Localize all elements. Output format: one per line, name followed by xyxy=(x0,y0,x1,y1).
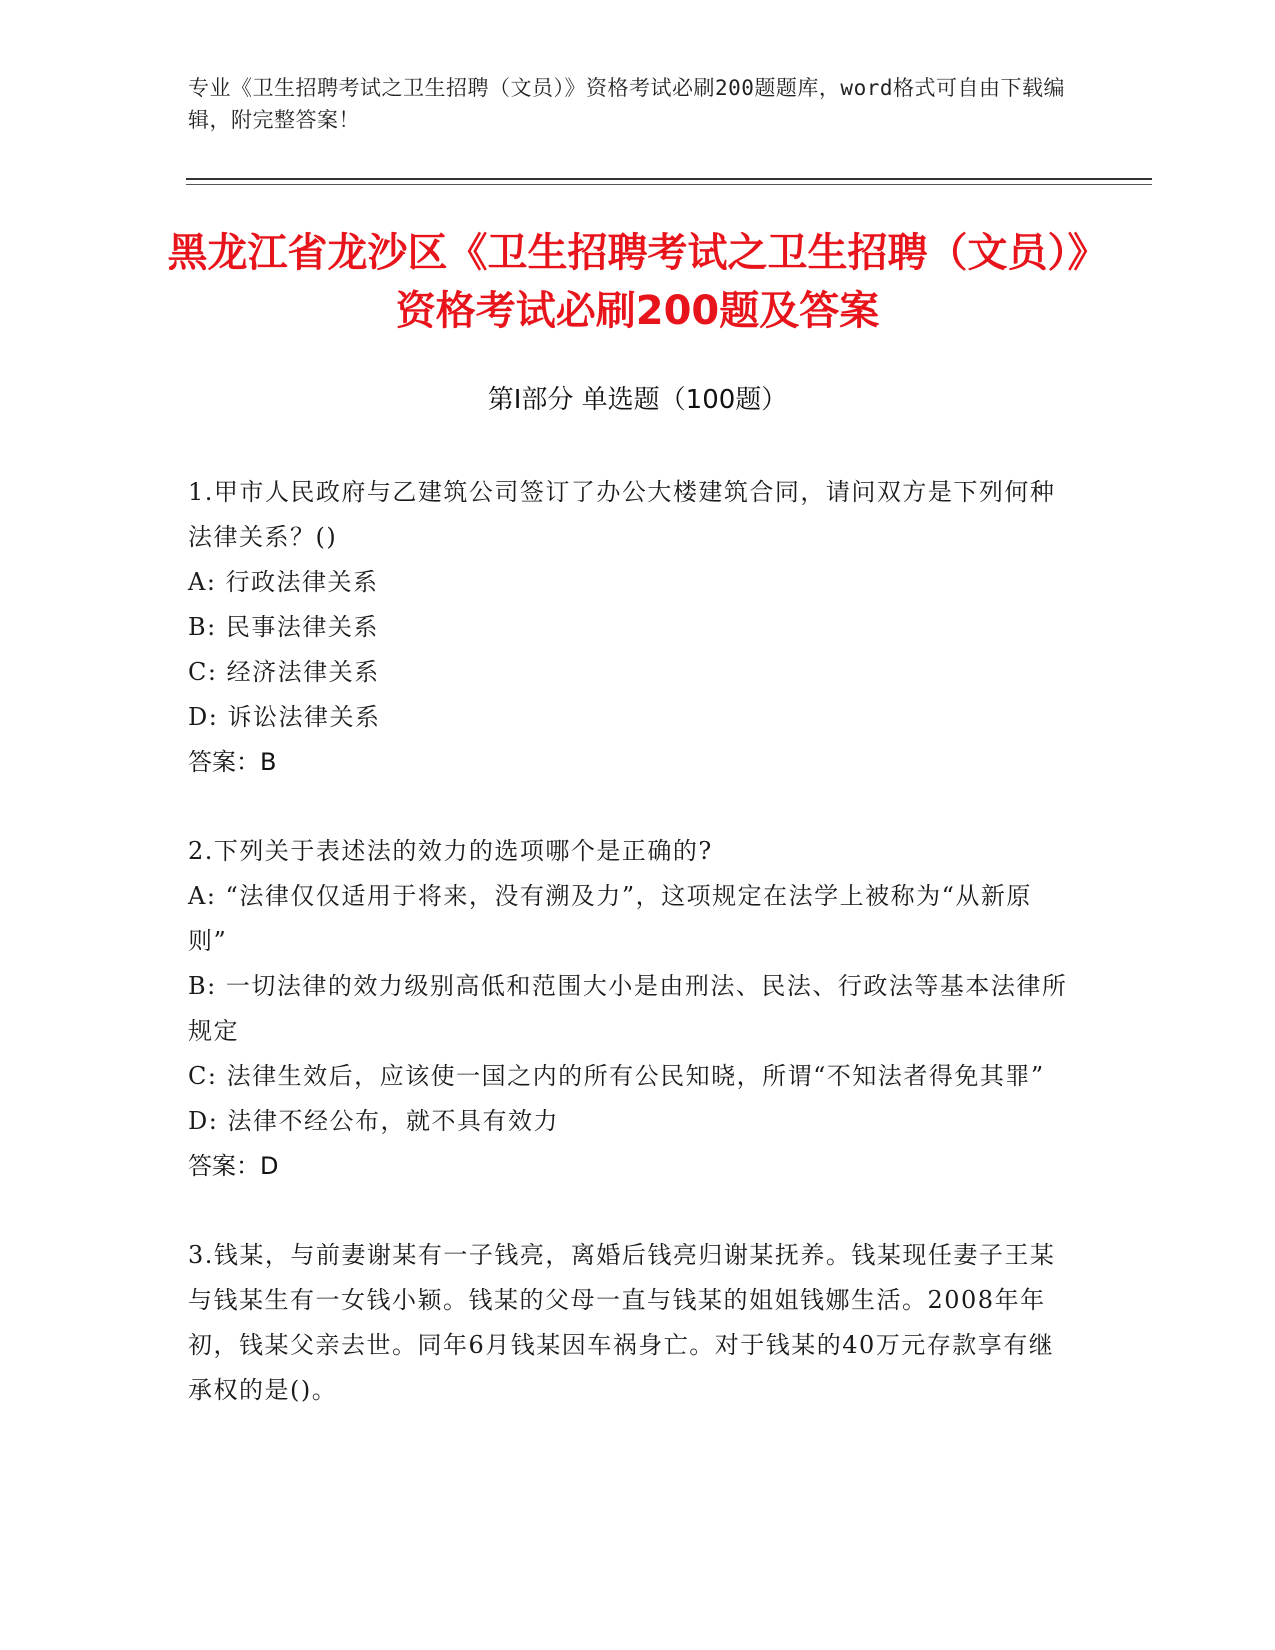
option-c: C: 经济法律关系 xyxy=(188,658,380,686)
question-text: 1.甲市人民政府与乙建筑公司签订了办公大楼建筑合同，请问双方是下列何种法律关系？() xyxy=(188,478,1056,551)
question-text: 3.钱某，与前妻谢某有一子钱亮，离婚后钱亮归谢某抚养。钱某现任妻子王某与钱某生有一女钱小颖。钱某的父母一直与钱某的姐姐钱娜生活。2008年年初，钱某父亲去世。同年6月钱某因车祸身亡。对于钱某的40万元存款享有继承权的是()。 xyxy=(188,1241,1056,1404)
header-divider-thick xyxy=(186,178,1152,180)
option-c: C: 法律生效后，应该使一国之内的所有公民知晓，所谓“不知法者得免其罪” xyxy=(188,1062,1045,1090)
section-title: 第I部分 单选题（100题） xyxy=(487,385,788,415)
question-text: 2.下列关于表述法的效力的选项哪个是正确的? xyxy=(188,837,713,865)
question-2 xyxy=(188,829,1068,1189)
option-d: D: 法律不经公布，就不具有效力 xyxy=(188,1107,559,1135)
question-1 xyxy=(188,470,1068,785)
question-list xyxy=(188,470,1068,1457)
header-note: 专业《卫生招聘考试之卫生招聘（文员）》资格考试必刷200题题库，word格式可自由下载编辑，附完整答案！ xyxy=(188,76,1065,132)
option-a: A: “法律仅仅适用于将来，没有溯及力”，这项规定在法学上被称为“从新原则” xyxy=(188,882,1032,955)
option-d: D: 诉讼法律关系 xyxy=(188,703,381,731)
header-divider-thin xyxy=(186,184,1152,185)
document-title: 黑龙江省龙沙区《卫生招聘考试之卫生招聘（文员）》资格考试必刷200题及答案 xyxy=(167,230,1108,334)
answer: 答案：B xyxy=(188,748,277,776)
question-3 xyxy=(188,1233,1068,1413)
option-a: A: 行政法律关系 xyxy=(188,568,379,596)
option-b: B: 民事法律关系 xyxy=(188,613,379,641)
answer: 答案：D xyxy=(188,1152,279,1180)
option-b: B: 一切法律的效力级别高低和范围大小是由刑法、民法、行政法等基本法律所规定 xyxy=(188,972,1068,1045)
